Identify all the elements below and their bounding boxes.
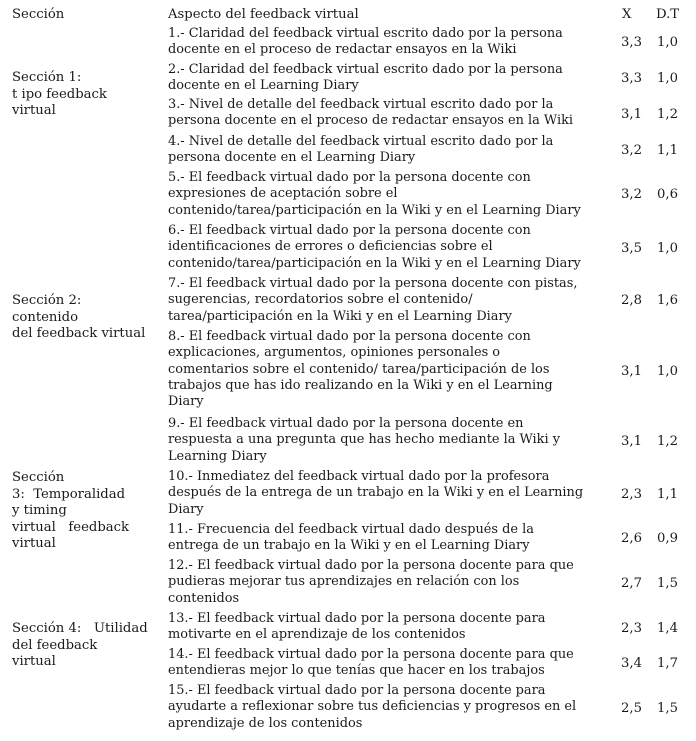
section-1-label: Sección 1: t ipo feedback virtual (12, 70, 107, 118)
item-5-sd: 0,6 (657, 187, 678, 202)
item-13-sd: 1,4 (657, 621, 678, 636)
item-12-mean: 2,7 (621, 576, 642, 591)
item-8-mean: 3,1 (621, 364, 642, 379)
section-2-label: Sección 2: contenido del feedback virtual (12, 293, 146, 341)
item-14-sd: 1,7 (657, 656, 678, 671)
sd-column-header: D.T (656, 7, 680, 22)
item-15-text: 15.- El feedback virtual dado por la persona docente para ayudarte a reflexionar sobre tus deficiencias y progresos en el aprendizaje de los contenidos (168, 683, 577, 731)
item-5-mean: 3,2 (621, 187, 642, 202)
section-4-label: Sección 4: Utilidad del feedback virtual (12, 621, 148, 669)
item-10-sd: 1,1 (657, 487, 678, 502)
section-column-header: Sección (12, 7, 65, 22)
item-2-sd: 1,0 (657, 71, 678, 86)
item-10-mean: 2,3 (621, 487, 642, 502)
item-9-mean: 3,1 (621, 434, 642, 449)
aspect-column-header: Aspecto del feedback virtual (168, 7, 359, 22)
section-3-label: Sección 3: Temporalidad y timing virtual feedback virtual (12, 470, 130, 551)
item-13-mean: 2,3 (621, 621, 642, 636)
item-4-sd: 1,1 (657, 143, 678, 158)
item-14-mean: 3,4 (621, 656, 642, 671)
item-7-text: 7.- El feedback virtual dado por la persona docente con pistas, sugerencias, recordatorios sobre el contenido/ tarea/participación en la Wiki y en el Learning Diary (168, 276, 578, 324)
item-9-text: 9.- El feedback virtual dado por la persona docente en respuesta a una pregunta que has hecho mediante la Wiki y Learning Diary (168, 416, 560, 464)
item-11-text: 11.- Frecuencia del feedback virtual dado después de la entrega de un trabajo en la Wiki y en el Learning Diary (168, 522, 534, 554)
item-2-text: 2.- Claridad del feedback virtual escrito dado por la persona docente en el Learning Diary (168, 62, 563, 94)
item-14-text: 14.- El feedback virtual dado por la persona docente para que entendieras mejor lo que tenías que hacer en los trabajos (168, 647, 574, 679)
item-4-mean: 3,2 (621, 143, 642, 158)
item-5-text: 5.- El feedback virtual dado por la persona docente con expresiones de aceptación sobre el contenido/tarea/participación en la Wiki y en el Learning Diary (168, 170, 581, 218)
item-10-text: 10.- Inmediatez del feedback virtual dado por la profesora después de la entrega de un trabajo en la Wiki y en el Learning Diary (168, 469, 584, 517)
item-12-text: 12.- El feedback virtual dado por la persona docente para que pudieras mejorar tus aprendizajes en relación con los contenidos (168, 558, 574, 606)
item-15-mean: 2,5 (621, 701, 642, 716)
item-11-mean: 2,6 (621, 531, 642, 546)
item-3-mean: 3,1 (621, 107, 642, 122)
item-12-sd: 1,5 (657, 576, 678, 591)
item-13-text: 13.- El feedback virtual dado por la persona docente para motivarte en el aprendizaje de los contenidos (168, 611, 546, 643)
item-1-mean: 3,3 (621, 35, 642, 50)
item-1-text: 1.- Claridad del feedback virtual escrito dado por la persona docente en el proceso de redactar ensayos en la Wiki (168, 26, 563, 58)
item-11-sd: 0,9 (657, 531, 678, 546)
item-8-text: 8.- El feedback virtual dado por la persona docente con explicaciones, argumentos, opiniones personales o comentarios sobre el contenido/ tarea/participación de los trabajos que has ido realizando en la Wiki y en el Learning Diary (168, 329, 553, 410)
item-7-mean: 2,8 (621, 293, 642, 308)
item-15-sd: 1,5 (657, 701, 678, 716)
item-6-text: 6.- El feedback virtual dado por la persona docente con identificaciones de errores o deficiencias sobre el contenido/tarea/participación en la Wiki y en el Learning Diary (168, 223, 581, 271)
item-8-sd: 1,0 (657, 364, 678, 379)
item-6-sd: 1,0 (657, 241, 678, 256)
item-3-sd: 1,2 (657, 107, 678, 122)
mean-column-header: X (622, 7, 632, 22)
item-7-sd: 1,6 (657, 293, 678, 308)
item-2-mean: 3,3 (621, 71, 642, 86)
item-9-sd: 1,2 (657, 434, 678, 449)
item-3-text: 3.- Nivel de detalle del feedback virtual escrito dado por la persona docente en el proceso de redactar ensayos en la Wiki (168, 97, 573, 129)
item-6-mean: 3,5 (621, 241, 642, 256)
item-4-text: 4.- Nivel de detalle del feedback virtual escrito dado por la persona docente en el Learning Diary (168, 134, 554, 166)
item-1-sd: 1,0 (657, 35, 678, 50)
